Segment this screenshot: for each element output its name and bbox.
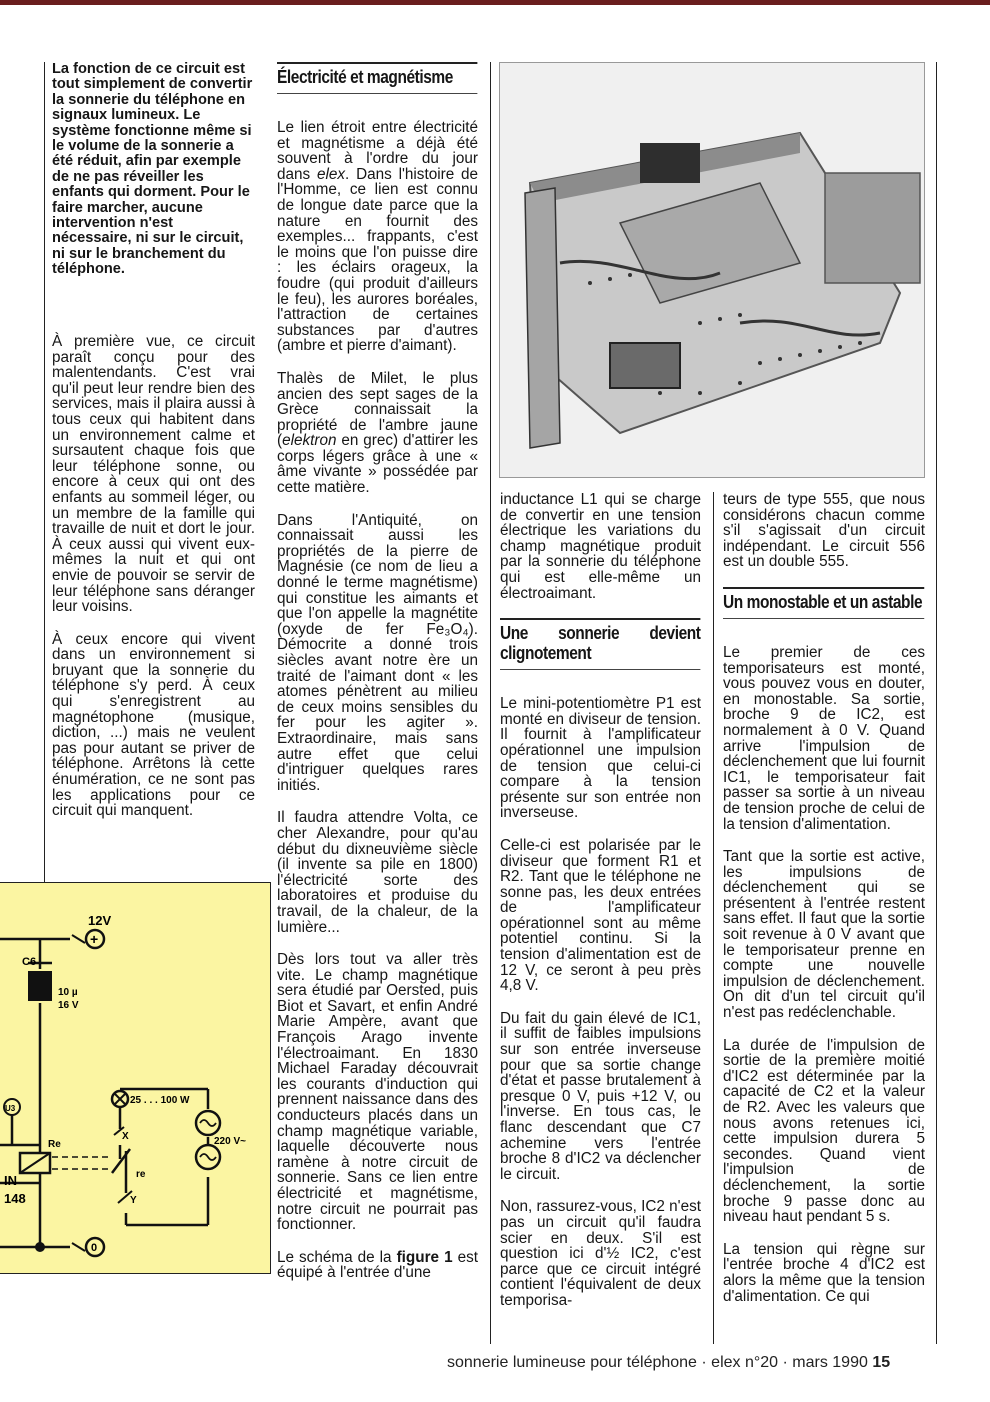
label-c6: C6 [22, 956, 37, 968]
top-band [0, 0, 990, 5]
svg-text:+: + [90, 931, 99, 947]
column-divider-right [713, 492, 714, 1344]
col2-paragraph-2: Thalès de Milet, le plus ancien des sept sages de la Grèce connaissait la propriété de l'ambre jaune (elektron en grec) d'attirer les corps légers grâce à une « âme vivante » possédée par cette matière. [277, 369, 478, 497]
label-12v: 12V [88, 913, 112, 928]
column-4 [723, 492, 925, 1321]
col2-paragraph-6: Le schéma de la figure 1 est équipé à l'entrée d'une [277, 1248, 478, 1282]
label-mains: 220 V~ [214, 1136, 246, 1147]
column-3 [500, 492, 701, 1326]
col3-paragraph-2: Le mini-potentiomètre P1 est monté en diviseur de tension. Il fournit à l'amplificateur opérationnel une impulsion de tension que celui-ci compare à la tension présente sur son entrée non inverseuse. [500, 695, 701, 822]
label-diode-a: IN [4, 1173, 17, 1188]
col4-paragraph-3: Tant que la sortie est active, les impulsions de déclenchement qui se présentent à l'entrée restent sans effet. Il faut que la sortie soit revenue à 0 V avant que le temporisateur prenne en compte une nouvelle impulsion de déclenchement. On dit d'un tel circuit qu'il n'est pas redéclenchable. [723, 848, 925, 1022]
intro-paragraph: La fonction de ce circuit est tout simplement de convertir la sonnerie du téléphone en signaux lumineux. Le système fonctionne même si le volume de la sonnerie a été réduit, afin par exemple de ne pas réveiller les enfants qui dorment. Pour le faire marcher, aucune intervention n'est nécessaire, ni sur le circuit, ni sur le branchement du téléphone. [52, 61, 253, 278]
column-2 [277, 62, 478, 1298]
photo-illustration [500, 63, 924, 477]
schematic-drawing [0, 883, 270, 1273]
col2-paragraph-5: Dès lors tout va aller très vite. Le champ magnétique sera étudié par Oersted, puis Biot et Savart, et enfin André Marie Ampère, avant que François Arago invente l'électroaimant. En 1830 Michael Faraday découvrait les courants d'induction qui prennent naissance dans des conducteurs placés dans un champ magnétique variable, laquelle découverte nous ramène à notre circuit de sonnerie. Sans ce lien entre électricité et magnétisme, notre circuit ne pourrait pas fonctionner. [277, 951, 478, 1234]
col4-paragraph-4: La durée de l'impulsion de sortie de la première moitié d'IC2 est déterminée par la capacité de C2 et la valeur de R2. Avec les valeurs que nous avons retenues ici, cette impulsion durera 5 secondes. Quand vient l'impulsion de déclenchement, la sortie broche 9 passe donc au niveau haut pendant 5 s. [723, 1036, 925, 1226]
circuit-schematic [0, 882, 271, 1274]
column-divider-middle [490, 62, 491, 1344]
col1-paragraph-2: À ceux encore qui vivent dans un environnement si bruyant que la sonnerie du téléphone s'y perd. À ceux qui s'enregistrent au magnétophone (musique, diction, ...) mais ne veulent pas pour autant se priver de téléphone. Arrêtons là cette énumération, ce ne sont pas les applications pour ce circuit qui manquent. [52, 630, 255, 820]
col4-paragraph-1: teurs de type 555, que nous considérons chacun comme s'il s'agissait d'un circuit indépendant. Le circuit 556 est un double 555. [723, 491, 925, 571]
label-contact-x: X [122, 1131, 129, 1142]
col2-paragraph-4: Il faudra attendre Volta, ce cher Alexandre, pour qu'au début du dixneuvième siècle (il invente sa pile en 1800) l'électricité sorte des laboratoires et produise du travail, de la chaleur, de la lumière... [277, 809, 478, 936]
column-divider-outer [936, 62, 937, 1344]
col4-paragraph-2: Le premier de ces temporisateurs est monté, vous pouvez vous en douter, en monostable. Sa sortie, broche 9 de IC2, est normalement à 0 V. Quand arrive l'impulsion de déclenchement que lui fournit IC1, le temporisateur fait passer sa sortie à un niveau de tension proche de celui de la tension d'alimentation. [723, 643, 925, 833]
heading-monostable: Un monostable et un astable [723, 587, 925, 619]
label-diode-b: 148 [4, 1191, 26, 1206]
footer-text: sonnerie lumineuse pour téléphone · elex n°20 · mars 1990 [447, 1354, 868, 1371]
capacitor-c6 [28, 971, 52, 1001]
column-1 [52, 334, 255, 836]
label-ground: 0 [91, 1242, 98, 1254]
col2-paragraph-1: Le lien étroit entre électricité et magnétisme a déjà été souvent à l'ordre du jour dans elex. Dans l'histoire de l'Homme, ce lien est connu de longue date parce que la nature en fournit des exemples... frappants, c'est le moins que l'on puisse dire : les éclairs orageux, la foudre (qui produit d'ailleurs le feu), les aurores boréales, l'attraction de certaines substances par d'autres (ambre et pierre d'aimant). [277, 119, 479, 355]
label-lamp-rating: 25 . . . 100 W [130, 1095, 190, 1106]
label-contact-y: Y [130, 1195, 137, 1206]
circuit-board-photo [499, 62, 925, 478]
col3-paragraph-1: inductance L1 qui se charge de convertir en une tension électrique les variations du champ magnétique produit par la sonnerie du téléphone qui est elle-même un électroaimant. [500, 491, 701, 602]
page-number: 15 [872, 1354, 891, 1371]
col3-paragraph-4: Du fait du gain élevé de IC1, il suffit de faibles impulsions sur son entrée inverseuse pour que sa sortie change d'état et passe brutalement à presque 0 V, puis +12 V, ou l'inverse. En tous cas, le flanc descendant que C7 achemine vers l'entrée broche 8 d'IC2 va déclencher le circuit. [500, 1009, 701, 1183]
col4-paragraph-5: La tension qui règne sur l'entrée broche 4 d'IC2 est alors la même que la tension d'alimentation. Ce qui [723, 1240, 925, 1305]
label-cap-voltage: 16 V [58, 1000, 79, 1011]
col3-paragraph-5: Non, rassurez-vous, IC2 n'est pas un circuit qu'il faudra scier en deux. S'il est question ici d'½ IC2, c'est parce que ce circuit intégré contient l'équivalent de deux temporisa- [500, 1198, 702, 1309]
col1-paragraph-1: À première vue, ce circuit paraît conçu pour des malentendants. C'est vrai qu'il peut leur rendre bien des services, mais il plaira aussi à tous ceux qui habitent dans un environnement calme et sursautent chaque fois que leur téléphone sonne, ou encore à ceux qui ont des enfants au sommeil léger, ou un membre de la famille qui travaille de nuit et dort le jour. À ceux aussi qui vivent eux-mêmes la nuit et qui ont envie de pouvoir se servir de leur téléphone sans déranger leur voisins. [52, 333, 255, 616]
heading-sonnerie: Une sonnerie devient clignotement [500, 618, 701, 670]
col2-paragraph-3: Dans l'Antiquité, on connaissait aussi les propriétés de la pierre de Magnésie (ce nom de lieu a donné le terme magnétisme) qui constitue les aimants et que l'on appelle la magnétite (oxyde de fer Fe₃O₄). Démocrite a donné trois siècles avant notre ère un traité de l'aimant dont « les atomes pénètrent au milieu de ceux moins sensibles du fer pour les agiter ». Extraordinaire, mais sans autre effet que celui d'intriguer quelques rares initiés. [277, 511, 478, 794]
label-contact-re: re [136, 1169, 146, 1180]
label-u3: U3 [5, 1104, 16, 1113]
heading-electricite: Électricité et magnétisme [277, 62, 478, 94]
page-footer [447, 1354, 890, 1372]
col3-paragraph-3: Celle-ci est polarisée par le diviseur que forment R1 et R2. Tant que le téléphone ne sonne pas, les deux entrées de l'amplificateur opérationnel sont au même potentiel continu. Si la tension d'alimentation est de 12 V, ce seront à peu près 4,8 V. [500, 836, 701, 995]
label-relay: Re [48, 1139, 61, 1150]
intro-text [52, 62, 254, 278]
column-divider-left [44, 62, 45, 882]
label-cap-value: 10 µ [58, 987, 78, 998]
